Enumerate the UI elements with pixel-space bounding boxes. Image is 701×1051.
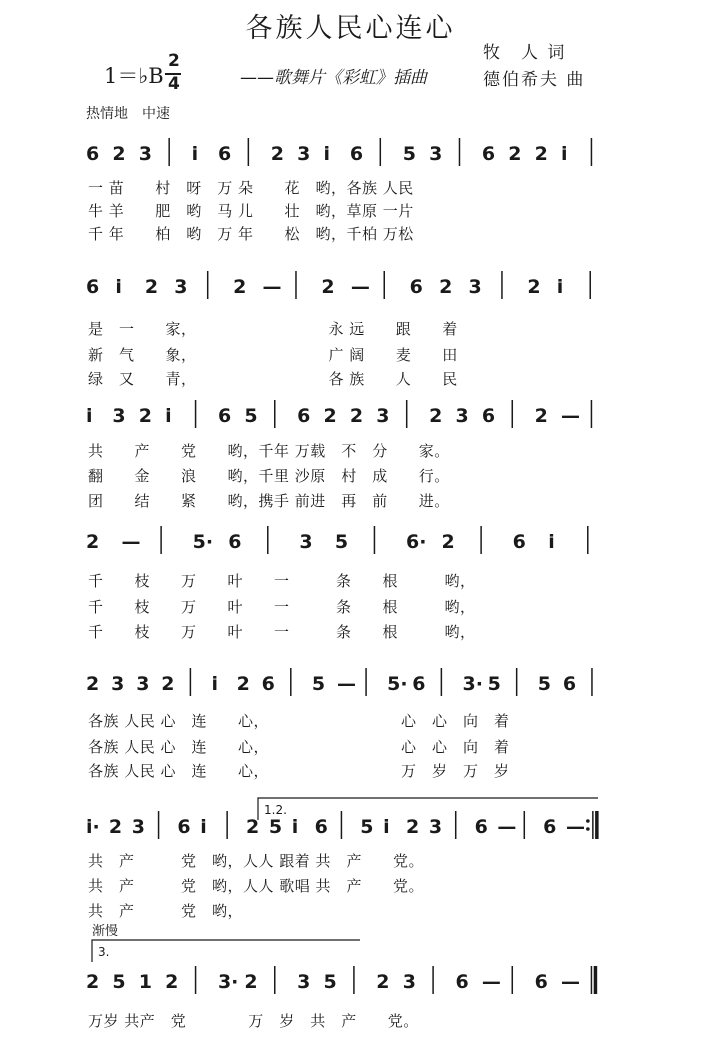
note: i	[191, 143, 199, 165]
note: 2	[165, 971, 179, 993]
note: 3	[138, 143, 153, 165]
note: i	[556, 276, 564, 298]
note: 6	[474, 816, 488, 838]
note: 2	[321, 276, 335, 298]
note: 3	[468, 276, 482, 298]
note: 2	[144, 276, 159, 298]
note: 6	[297, 405, 311, 427]
note: 5	[360, 816, 374, 838]
note: 2	[441, 531, 455, 553]
lyric-verse-2: 各族 人民 心 连 心， 心 心 向 着	[88, 738, 510, 756]
note: 6	[217, 143, 232, 165]
dash-note: —	[350, 276, 370, 298]
note: 6	[349, 143, 364, 165]
lyric-verse-3: 共 产 党 哟，	[88, 902, 244, 920]
note: 2	[236, 673, 250, 695]
note: i·	[86, 816, 100, 838]
note: i	[291, 816, 299, 838]
dash-note: —	[121, 531, 141, 553]
note: 2	[527, 276, 541, 298]
note: 6	[86, 276, 100, 298]
notation-line-4	[86, 526, 588, 554]
note: 6	[314, 816, 328, 838]
note: 3	[299, 531, 313, 553]
lyric-verse-1: 是 一 家， 永 远 跟 着	[88, 320, 458, 338]
volta-3-label: 3.	[98, 945, 110, 959]
note: 2	[112, 143, 126, 165]
note: 1	[138, 971, 153, 993]
dash-note: —	[561, 971, 581, 993]
note: 5	[402, 143, 416, 165]
note: 2	[429, 405, 443, 427]
dash-note: —	[262, 276, 282, 298]
note: 3	[428, 816, 443, 838]
note: 6	[217, 405, 232, 427]
note: 6	[512, 531, 526, 553]
note: i	[383, 816, 390, 838]
note: i	[548, 531, 555, 553]
note: 3	[376, 405, 390, 427]
note: 2	[349, 405, 364, 427]
note: 6	[481, 405, 496, 427]
note: 3	[174, 276, 188, 298]
note: 2	[439, 276, 453, 298]
note: i	[211, 673, 219, 695]
note: 5	[334, 531, 349, 553]
lyric-verse-2: 共 产 党 哟，人人 歌唱 共 产 党。	[88, 877, 425, 895]
lyric-verse-1: 万岁 共产 党 万 岁 共 产 党。	[88, 1012, 419, 1030]
note: 5	[537, 673, 551, 695]
note: 3	[455, 405, 469, 427]
note: 5	[268, 816, 283, 838]
tempo-marking: 热情地 中速	[86, 106, 170, 122]
note: 2	[323, 405, 337, 427]
note: 2	[244, 971, 258, 993]
note: 6	[481, 143, 496, 165]
notation-line-5	[86, 668, 592, 696]
note: 5	[487, 673, 501, 695]
note: 6	[228, 531, 242, 553]
repeat-dot	[586, 819, 590, 823]
note: 3	[429, 143, 443, 165]
note: 6	[409, 276, 423, 298]
note: 6	[534, 971, 548, 993]
note: 6	[412, 673, 426, 695]
dash-note: —	[566, 816, 585, 838]
note: 3	[297, 971, 311, 993]
note: 2	[86, 531, 100, 553]
note: 6·	[406, 531, 427, 553]
lyric-verse-1: 共 产 党 哟，人人 跟着 共 产 党。	[88, 852, 425, 870]
notation-line-3	[86, 400, 591, 428]
key-signature: 1＝♭B	[104, 64, 164, 88]
note: i	[200, 816, 207, 838]
lyric-verse-3: 各族 人民 心 连 心， 万 岁 万 岁	[88, 762, 510, 780]
note: i	[561, 143, 568, 165]
note: 2	[508, 143, 522, 165]
lyric-verse-2: 千 枝 万 叶 一 条 根 哟，	[88, 598, 476, 616]
lyric-verse-1: 共 产 党 哟，千年 万载 不 分 家。	[88, 442, 450, 460]
note: i	[86, 405, 93, 427]
dash-note: —	[481, 971, 501, 993]
note: 2	[246, 816, 260, 838]
note: 2	[534, 143, 548, 165]
notation-line-2	[86, 271, 590, 299]
notation-line-7	[86, 966, 595, 994]
lyric-verse-3: 绿 又 青， 各 族 人 民	[88, 370, 458, 388]
note: 6	[455, 971, 469, 993]
lyric-verse-3: 团 结 紧 哟，携手 前进 再 前 进。	[88, 492, 450, 510]
lyric-verse-1: 一 苗 村 呀 万 朵 花 哟，各族 人民	[88, 179, 414, 197]
note: 2	[86, 673, 100, 695]
lyric-verse-2: 新 气 象， 广 阔 麦 田	[88, 346, 458, 364]
note: i	[323, 143, 331, 165]
note: 2	[86, 971, 100, 993]
lyric-verse-2: 牛 羊 肥 哟 马 儿 壮 哟，草原 一片	[88, 202, 414, 220]
note: 5·	[387, 673, 408, 695]
composer-credit: 德伯希夫 曲	[483, 70, 586, 90]
ritardando-marking: 渐慢	[92, 924, 119, 939]
note: 5	[112, 971, 126, 993]
note: 6	[261, 673, 275, 695]
song-title: 各族人民心连心	[245, 13, 456, 44]
lyric-verse-1: 各族 人民 心 连 心， 心 心 向 着	[88, 712, 510, 730]
note: 6	[543, 816, 557, 838]
notation-line-1	[86, 138, 591, 166]
note: 5	[244, 405, 258, 427]
repeat-dot	[586, 827, 590, 831]
note: 5	[323, 971, 337, 993]
note: 5·	[192, 531, 214, 553]
note: 3	[297, 143, 311, 165]
note: i	[165, 405, 172, 427]
note: 3	[136, 673, 150, 695]
note: 3	[402, 971, 416, 993]
note: 3	[112, 405, 126, 427]
time-signature-numerator: 2	[168, 51, 180, 71]
lyric-verse-1: 千 枝 万 叶 一 条 根 哟，	[88, 572, 476, 590]
note: 6	[86, 143, 100, 165]
lyric-verse-2: 翻 金 浪 哟，千里 沙原 村 成 行。	[88, 467, 450, 485]
lyric-verse-3: 千 年 柏 哟 万 年 松 哟，千柏 万松	[88, 225, 414, 243]
time-signature-denominator: 4	[168, 74, 180, 94]
note: 5	[311, 673, 326, 695]
note: 2	[138, 405, 153, 427]
note: 3	[131, 816, 145, 838]
note: 6	[177, 816, 191, 838]
note: 2	[376, 971, 390, 993]
note: 3	[111, 673, 125, 695]
note: 2	[233, 276, 247, 298]
lyric-verse-3: 千 枝 万 叶 一 条 根 哟，	[88, 623, 476, 641]
lyricist-credit: 牧 人 词	[483, 43, 567, 63]
note: i	[115, 276, 122, 298]
dash-note: —	[561, 405, 581, 427]
note: 6	[562, 673, 577, 695]
note: 2	[108, 816, 123, 838]
note: 3·	[462, 673, 483, 695]
note: 3·	[217, 971, 239, 993]
source-note: ——歌舞片《彩虹》插曲	[240, 68, 427, 88]
volta-1-2-label: 1.2.	[264, 803, 287, 817]
dash-note: —	[497, 816, 517, 838]
dash-note: —	[336, 673, 356, 695]
note: 2	[534, 405, 548, 427]
note: 2	[270, 143, 284, 165]
note: 2	[161, 673, 175, 695]
notation-line-6	[86, 811, 597, 839]
note: 2	[406, 816, 420, 838]
